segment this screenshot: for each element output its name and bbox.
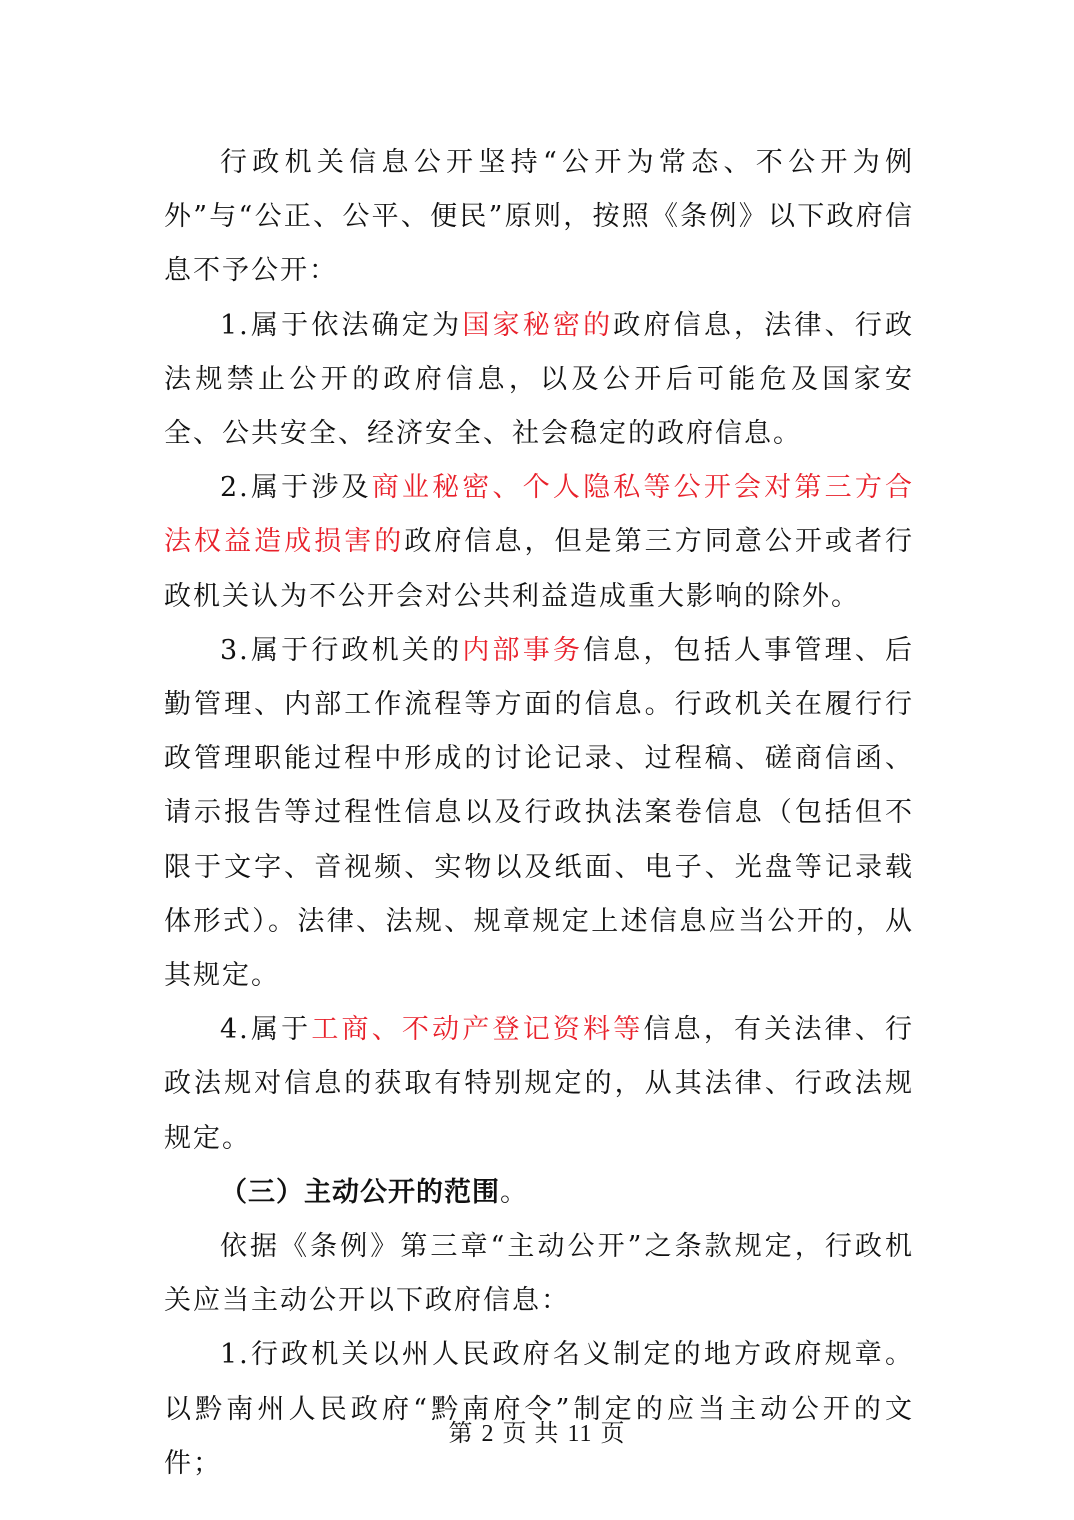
- paragraph-item-2-commercial-secrets: [164, 461, 914, 624]
- paragraph-text: 3.属于行政机关的: [220, 634, 463, 666]
- footer-current-page: 2: [481, 1421, 495, 1447]
- footer-label-end: 页: [600, 1421, 626, 1447]
- highlighted-text: 工商、不动产登记资料等: [311, 1014, 644, 1046]
- paragraph-text: 依据《条例》第三章“主动公开”之条款规定，行政机关应当主动公开以下政府信息：: [164, 1231, 914, 1317]
- footer-label-page: 第: [448, 1421, 474, 1447]
- paragraph-intro: [164, 136, 914, 299]
- paragraph-text: 行政机关信息公开坚持“公开为常态、不公开为例外”与“公正、公平、便民”原则，按照《条例》以下政府信息不予公开：: [164, 147, 914, 287]
- paragraph-regulation-basis: [164, 1220, 914, 1328]
- paragraph-text: 信息，包括人事管理、后勤管理、内部工作流程等方面的信息。行政机关在履行行政管理职能过程中形成的讨论记录、过程稿、磋商信函、请示报告等过程性信息以及行政执法案卷信息（包括但不限于文字、音视频、实物以及纸面、电子、光盘等记录载体形式）。法律、法规、规章规定上述信息应当公开的，从其规定。: [164, 634, 915, 992]
- paragraph-text: 2.属于涉及: [220, 472, 372, 504]
- paragraph-text: 信息，有关法律、行政法规对信息的获取有特别规定的，从其法律、行政法规规定。: [164, 1014, 915, 1154]
- paragraph-text: 。: [500, 1176, 529, 1208]
- paragraph-item-1-state-secrets: [164, 299, 914, 462]
- highlighted-text: 商业秘密、个人隐私等公开会对第三方合法权益造成损害的: [164, 472, 915, 558]
- highlighted-text: 内部事务: [462, 634, 584, 666]
- paragraph-item-3-internal-affairs: [164, 624, 914, 1003]
- section-heading-proactive-disclosure: [164, 1166, 914, 1220]
- footer-total-pages: 11: [567, 1421, 593, 1447]
- document-body: [164, 136, 914, 1491]
- paragraph-text: 4.属于: [220, 1014, 312, 1046]
- paragraph-text: 政府信息，法律、行政法规禁止公开的政府信息，以及公开后可能危及国家安全、公共安全、经济安全、社会稳定的政府信息。: [164, 309, 915, 450]
- section-heading-text: （三）主动公开的范围: [220, 1176, 500, 1208]
- paragraph-item-4-registration-data: [164, 1003, 914, 1166]
- paragraph-text: 政府信息，但是第三方同意公开或者行政机关认为不公开会对公共利益造成重大影响的除外。: [164, 526, 915, 612]
- page-number-footer: [0, 1413, 1074, 1448]
- paragraph-proactive-item-1: [164, 1328, 914, 1491]
- paragraph-text: 1.属于依法确定为: [220, 309, 463, 341]
- footer-label-of: 页 共: [502, 1421, 560, 1447]
- highlighted-text: 国家秘密的: [462, 309, 614, 341]
- paragraph-text: 1.行政机关以州人民政府名义制定的地方政府规章。以黔南州人民政府“黔南府令”制定的应当主动公开的文件；: [164, 1339, 914, 1479]
